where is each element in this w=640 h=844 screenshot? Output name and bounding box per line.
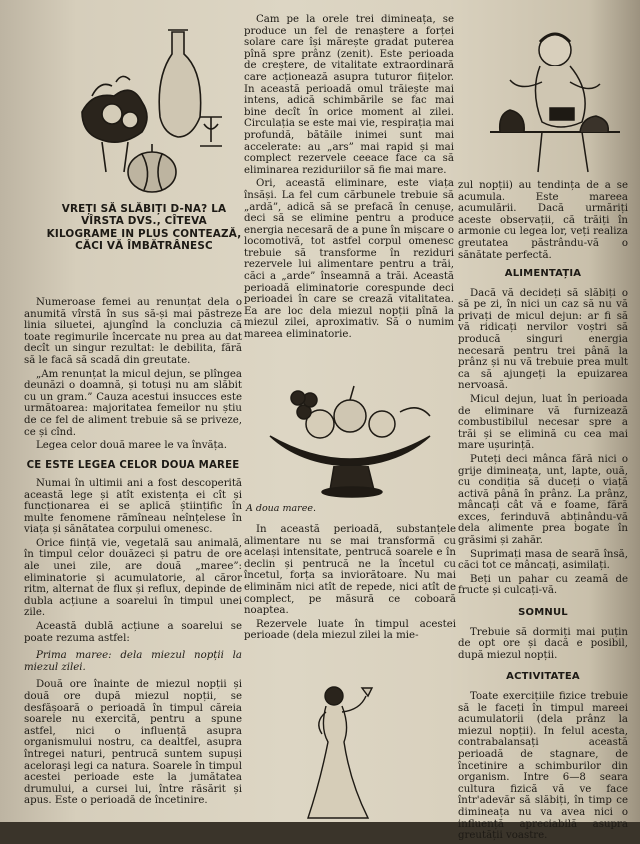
paragraph: Suprimați masa de seară însă, căci tot ce mâncați, asimilați. — [458, 548, 628, 572]
column-1 — [24, 297, 242, 809]
paragraph: Dacă vă decideți să slăbiți o să pe zi, în nici un caz să nu vă privați de micul dejun: ar fi să vă ridicați nervilor voștri să producă singuri energia necesară pentru trei până la prânz și nu vă trebuie prea mult ca să ajungeți la epuizarea nervoasă. — [458, 287, 628, 392]
paragraph: Legea celor două maree le va învăța. — [36, 440, 227, 452]
section-heading-activitatea: ACTIVITATEA — [506, 671, 580, 683]
paragraph: Rezervele luate în timpul acestei perioade (dela miezul zilei la mie- — [244, 618, 456, 642]
paragraph: Această dublă acțiune a soarelui se poate rezuma astfel: — [24, 621, 242, 644]
still-life-illustration — [72, 22, 242, 197]
paragraph: Puteți deci mânca fără nici o grije dimineața, unt, lapte, ouă, cu condiția să duceți o viață activă până în prânz. La prânz, mâncați cât vă e foame, fără exces, ferinduvă abținându-vă dela alimente prea bogate în grăsimi și zahăr. — [458, 453, 628, 547]
paragraph: Ori, această eliminare, este viața însăși. La fel cum cărbunele trebuie să „ardă”, adică să se prefacă în cenușe, deci să se elimine pentru a produce energia necesară de a pune în mișcare o locomotivă, tot astfel corpul omenesc trebuie să transforme în reziduri rezervele lui alimentare pentru a trăi, căci a „arde” înseamnă a trăi. Această perioadă eliminatorie corespunde deci perioadei în care se crează vitalitatea. Ea are loc dela miezul nopții pînă la miezul zilei, aproximativ. Să o numim mareea eliminatorie. — [244, 178, 454, 341]
section-heading: CE ESTE LEGEA CELOR DOUA MAREE — [26, 459, 240, 471]
column-3 — [458, 180, 628, 263]
column-2-continued — [244, 524, 456, 644]
woman-eating-illustration — [470, 22, 630, 177]
paragraph: „Am renunțat la micul dejun, se plîngea deunăzi o doamnă, și totuși nu am slăbit cu un gram.” Cauza acestui insucces este următoarea: majoritatea femeilor nu știu de ce fel de aliment trebuie să se priveze, ce și cînd. — [24, 368, 242, 438]
paragraph: Trebuie să dormiți mai puțin de opt ore și dacă e posibil, după miezul nopții. — [458, 626, 628, 661]
paragraph: zul nopții) au tendința de a se acumula. Este mareea acumulării. Dacă urmăriți aceste observații, că trăiți în armonie cu legea lor, veți realiza greutatea păstrându-vă o sănătate perfectă. — [458, 180, 628, 261]
subsection-heading: Prima maree: dela miezul nopții la miezul zilei. — [24, 650, 242, 673]
illustration-caption: A doua maree. — [246, 503, 316, 514]
fruit-bowl-illustration — [250, 372, 450, 500]
section-heading-somnul: SOMNUL — [518, 607, 568, 619]
column-3-continued — [458, 258, 628, 844]
paragraph: Cam pe la orele trei dimineața, se produce un fel de renaștere a forței solare care își mărește gradat puterea pînă spre prânz (zenit). Este perioada de creștere, de vitalitate extraordinară care acționează asupra tuturor fiițelor. In această perioadă omul trăiește mai intens, adică schimbările se fac mai bine decît în orice moment al zilei. Circulația se este mai vie, respirația mai profundă, bătăile inimei sunt mai accelerate: au „ars” mai rapid și mai complect rezervele ceeace face ca să eliminarea reziduriilor să fie mai mare. — [244, 14, 454, 176]
woman-with-glass-illustration — [300, 682, 390, 822]
paragraph: Numai în ultimii ani a fost descoperită această lege și atît existența ei cît și funcționarea ei se aplică științific în multe fenomene rămîneau neînțelese în viața și sănătatea corpului omenesc. — [24, 477, 242, 536]
paragraph: Toate exercițiile fizice trebuie să le faceți în timpul mareei acumulatorii (dela prânz la miezul nopții). In felul acesta, contrabalansați această perioadă de stagnare, de încetinire a schimburilor din organism. Intre 6—8 seara cultura fizică vă ve face într'adevăr să slăbiți, în timp ce dimineața nu va avea nici o influență apreciabilă asupra greutății voastre. — [458, 691, 628, 842]
paragraph: Beți un pahar cu zeamă de fructe și culcați-vă. — [458, 573, 628, 597]
paragraph: In această perioadă, substanțele alimentare nu se mai transformă cu același intensitate, pentrucă soarele e în declin și pentrucă ne la încetul cu încetul, forța sa inviorătoare. Nu mai eliminăm nici atît de repede, nici atît de complect, pe măsură ce coboară noaptea. — [244, 524, 456, 617]
paragraph: Orice ființă vie, vegetală sau animală, în timpul celor douăzeci și patru de ore ale unei zile, are două „maree”: eliminatorie și acumulatorie, al căror ritm, alternat de flux și reflux, depinde de dubla acțiune a soarelui în timpul unei zile. — [24, 537, 242, 619]
column-2 — [244, 14, 454, 343]
section-heading-alimentatia: ALIMENTAȚIA — [504, 268, 582, 279]
paragraph: Numeroase femei au renunțat dela o anumită vîrstă în sus să-și mai păstreze linia siluetei, ajungînd la concluzia că toate regimurile încercate nu prea au dat decît un singur rezultat: le debilita, fără să le facă să scadă din greutate. — [24, 297, 242, 366]
paragraph: Două ore înainte de miezul nopții și două ore după miezul nopții, se desfășoară o perioadă în timpul căreia soarele nu exercită, pentru a spune astfel, nici o influență asupra organismului nostru, ca dealtfel, asupra întregei naturi, pentrucă suntem supuși aceloraşi legi ca natura. Soarele în timpul acestei perioade este la jumătatea drumului, a cursei lui, între răsărit și apus. Este o perioadă de încetinire. — [24, 679, 242, 807]
article-headline: VREȚI SĂ SLĂBIȚI D-NA? LA VÎRSTA DVS., CÎTEVA KILOGRAME IN PLUS CONTEAZĂ, CĂCI VĂ ÎMBĂTRÂNESC — [46, 203, 242, 253]
paragraph: Micul dejun, luat în perioada de eliminare vă furnizează combustibilul necesar spre a trăi și se elimină cu cea mai mare ușurință. — [458, 393, 628, 452]
